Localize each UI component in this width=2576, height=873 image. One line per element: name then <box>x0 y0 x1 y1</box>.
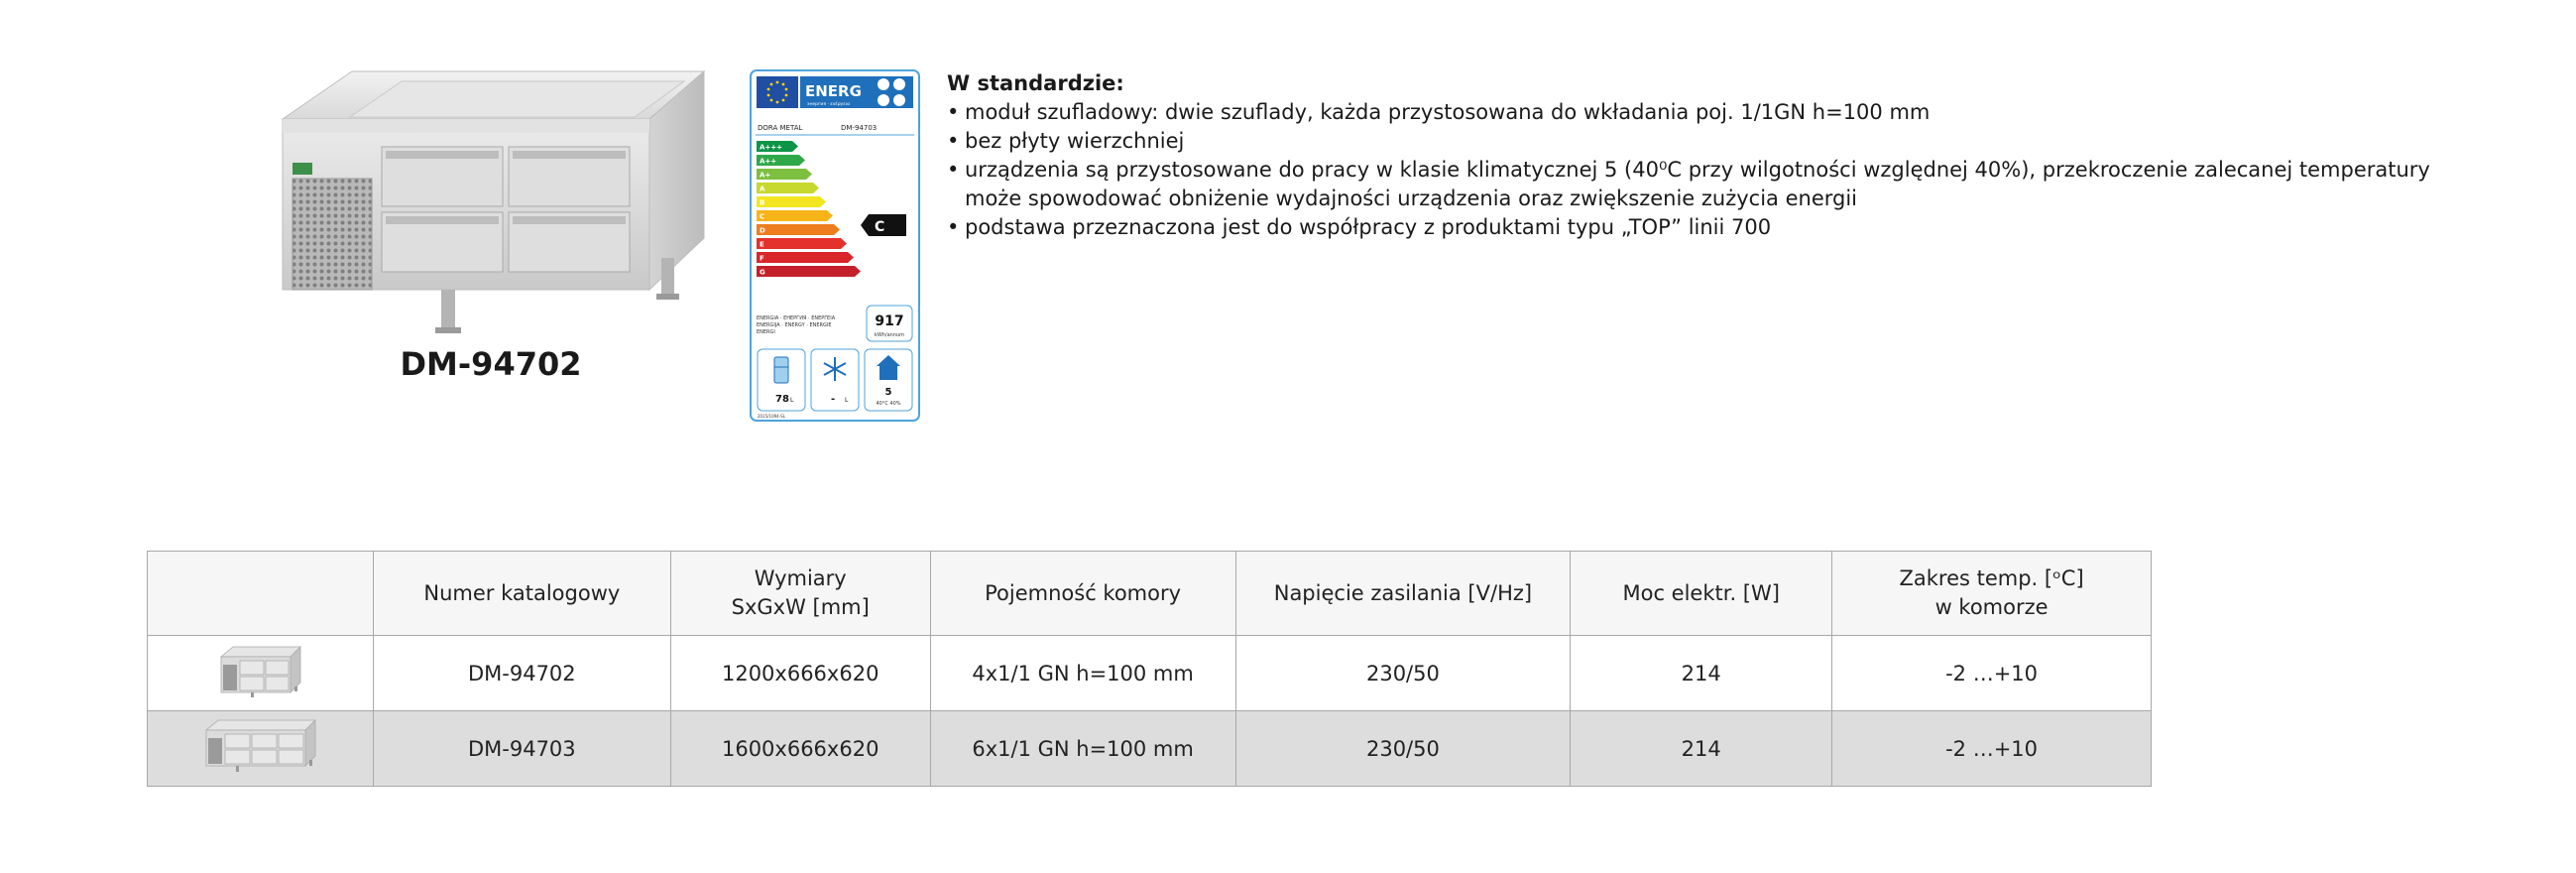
header-catalog: Numer katalogowy <box>373 552 670 636</box>
energy-class-bar <box>757 196 826 207</box>
spec-item: • podstawa przeznaczona jest do współpracy z produktami typu „TOP” linii 700 <box>947 213 2434 242</box>
cell-catalog: DM-94702 <box>373 636 670 711</box>
product-image <box>263 60 719 347</box>
specs-list <box>947 98 2434 242</box>
energy-words-2: ENERGIJA · ENERGY · ENERGIE <box>757 322 832 328</box>
energy-label-model: DM-94703 <box>841 124 878 132</box>
spec-item: • urządzenia są przystosowane do pracy w klasie klimatycznej 5 (40⁰C przy wilgotności względnej 40%), przekroczenie zalecanej temperatury może spowodować obniżenie wydajności urządzenia oraz zwiększenie zużycia energii <box>947 156 2434 213</box>
table-header-row <box>148 552 2152 636</box>
spec-item: • moduł szufladowy: dwie szuflady, każda przystosowana do wkładania poj. 1/1GN h=100 mm <box>947 98 2434 127</box>
specs-heading: W standardzie: <box>947 71 1124 95</box>
freezer-unit: L <box>845 397 849 404</box>
energy-class-label: F <box>760 254 764 263</box>
cell-capacity: 6x1/1 GN h=100 mm <box>930 711 1235 787</box>
energy-consumption-unit: kWh/annum <box>874 332 905 338</box>
energy-class-bar <box>757 224 840 235</box>
cell-catalog: DM-94703 <box>373 711 670 787</box>
freezer-volume: - <box>831 394 836 405</box>
cell-voltage: 230/50 <box>1235 711 1571 787</box>
cell-voltage: 230/50 <box>1235 636 1571 711</box>
energy-label-brand: DORA METAL <box>758 124 803 132</box>
energy-class-label: A+ <box>760 171 771 180</box>
energy-class-label: D <box>760 226 765 235</box>
energy-class-bar <box>757 266 861 277</box>
energy-class-label: E <box>760 240 764 249</box>
climate-class: 5 <box>884 387 892 398</box>
spec-table <box>147 551 2152 787</box>
product-model: DM-94702 <box>400 345 582 383</box>
energy-class-bar <box>757 252 854 263</box>
header-voltage: Napięcie zasilania [V/Hz] <box>1235 552 1571 636</box>
energy-class-bar <box>757 183 819 193</box>
product-thumbnail-2-drawer <box>215 643 304 698</box>
header-temp-line2: w komorze <box>1934 595 2049 619</box>
energy-words-1: ENERGIA · ЕНЕРГИЯ · ΕΝΕΡΓΕΙΑ <box>757 315 836 321</box>
energy-regulation: 2015/1094-SL <box>758 414 785 419</box>
row-thumbnail <box>148 636 374 711</box>
header-dims-line2: SxGxW [mm] <box>731 595 870 619</box>
table-row <box>148 711 2152 787</box>
energy-label-header-word: ENERG <box>805 82 862 100</box>
header-dimensions <box>670 552 930 636</box>
energy-class-label: A+++ <box>760 143 783 152</box>
header-capacity: Pojemność komory <box>930 552 1235 636</box>
product-thumbnail-3-drawer <box>200 716 319 776</box>
spec-item: • bez płyty wierzchniej <box>947 127 2434 156</box>
header-dims-line1: Wymiary <box>754 566 847 590</box>
fridge-icon <box>774 357 788 383</box>
header-temp <box>1832 552 2152 636</box>
energy-words-3: ENERGI <box>757 329 775 335</box>
table-row <box>148 636 2152 711</box>
cell-temp: -2 …+10 <box>1832 636 2152 711</box>
energy-consumption: 917 <box>875 313 904 329</box>
cell-dimensions: 1600x666x620 <box>670 711 930 787</box>
row-thumbnail <box>148 711 374 787</box>
energy-class-bar <box>757 210 833 221</box>
header-power: Moc elektr. [W] <box>1571 552 1832 636</box>
cell-power: 214 <box>1571 711 1832 787</box>
standard-specs <box>947 69 2434 242</box>
energy-label <box>750 69 920 422</box>
energy-label-header-sub: энергия · ενέργεια <box>807 102 851 107</box>
energy-class-label: C <box>760 212 765 221</box>
energy-class-label: G <box>760 268 765 277</box>
header-temp-line1: Zakres temp. [ᵒC] <box>1899 566 2084 590</box>
fridge-unit: L <box>790 397 794 404</box>
fridge-volume: 78 <box>775 394 789 405</box>
energy-class-label: A <box>760 185 765 193</box>
energy-rating: C <box>875 219 885 235</box>
cell-temp: -2 …+10 <box>1832 711 2152 787</box>
cell-dimensions: 1200x666x620 <box>670 636 930 711</box>
energy-class-bar <box>757 238 847 249</box>
energy-class-label: A++ <box>760 157 777 166</box>
cell-capacity: 4x1/1 GN h=100 mm <box>930 636 1235 711</box>
cell-power: 214 <box>1571 636 1832 711</box>
climate-text: 40°C 40% <box>876 401 901 407</box>
energy-class-label: B <box>760 198 765 207</box>
header-image <box>148 552 374 636</box>
